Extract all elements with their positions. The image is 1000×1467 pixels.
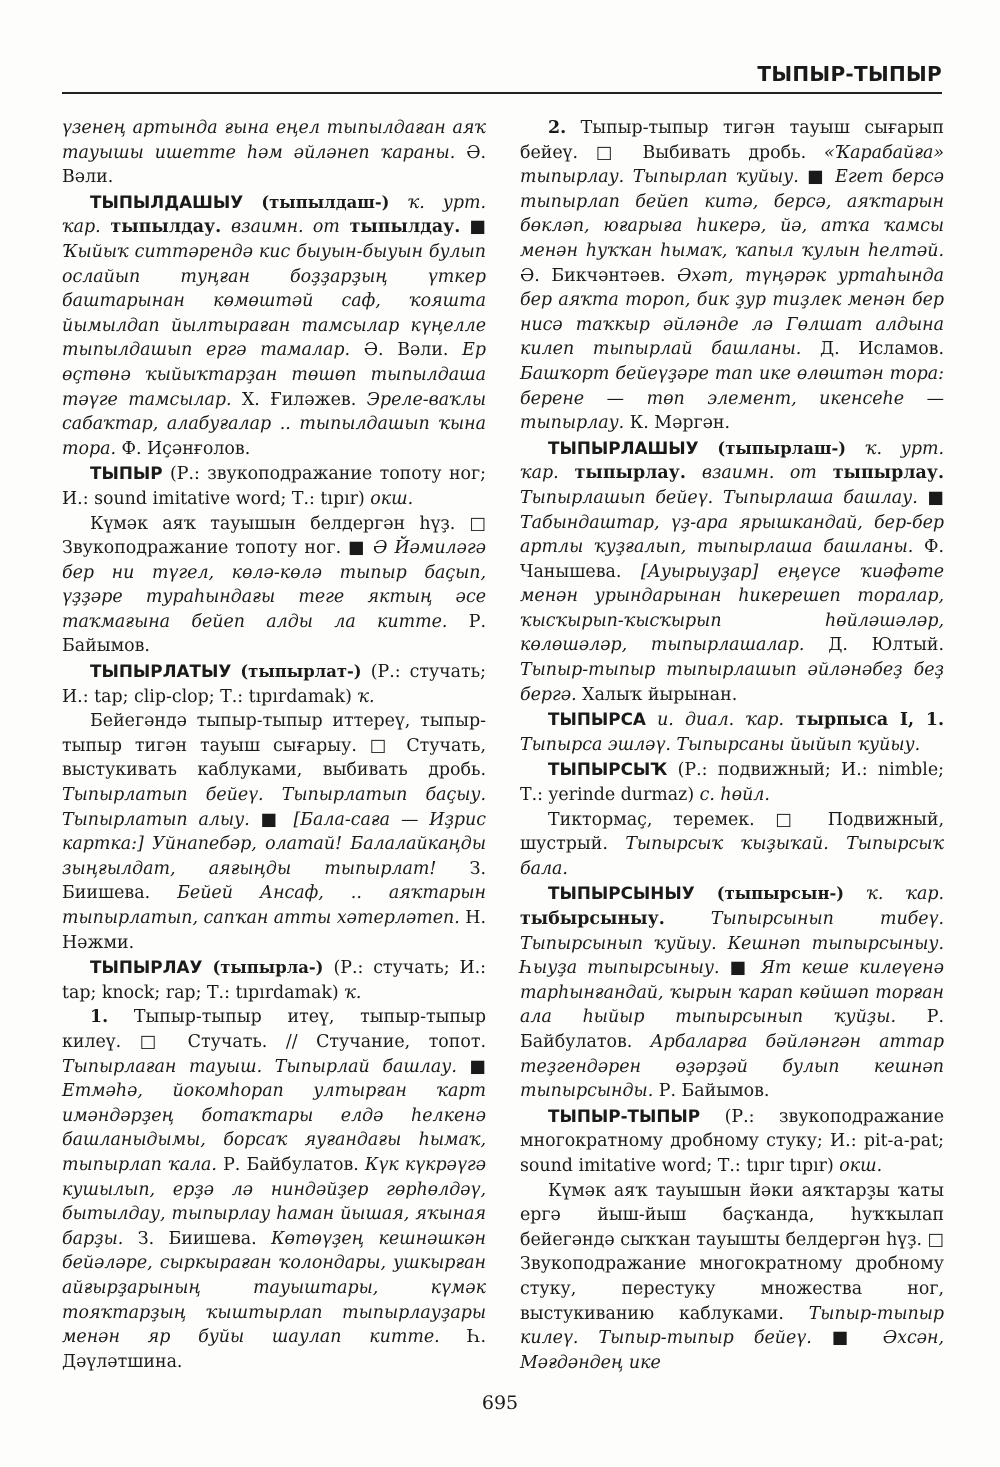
entry-text: ■ (249, 809, 294, 830)
right-column-paragraph (520, 116, 944, 436)
header-rule (62, 92, 942, 94)
entry-text: Ф. Чанышева. (520, 537, 944, 582)
headword: ТЫПЫРСЫНЫУ (548, 883, 695, 904)
entry-text: [Бала-саға — Иҙрис картка:] Уйнапебәр, олатай! Балалайкаңды зыңғылдат, аяғыңды тыпырлат! (62, 809, 487, 879)
entry-text: ҡ. ҡар. (866, 884, 945, 905)
entry-text: (тыпырсын-) (694, 884, 867, 904)
entry-text: Башҡорт бейеүҙәре тап ике өлөштән тора: берене — төп элемент, икенсеһе — тыпырлау. (520, 363, 944, 434)
entry-text: Х. Ғиләжев. (231, 389, 367, 410)
entry-text: үзенең артында ғына еңел тыпылдаған аяҡ тауышы ишетте һәм әйләнеп ҡараны. (62, 118, 486, 163)
entry-text: тыпылдау. (339, 217, 461, 238)
left-column (62, 116, 486, 1374)
entry-text: Етмәһә, йокомһорап ултырған ҡарт имәндәрҙең ботаҡтары елдә һелкенә башланыдымы, борсаҡ яуғандағы һымаҡ, тыпырлап ҡала. (62, 1081, 486, 1175)
entry-text: ■ (917, 487, 944, 508)
headword: ТЫПЫР-ТЫПЫР (548, 1105, 701, 1126)
entry-text: Тыпырсыҡ ҡыҙыҡай. Тыпырсыҡ бала. (520, 834, 944, 879)
entry-text: Р. Байбулатов. (520, 1007, 944, 1052)
entry-text: Д. Юлтый. (804, 635, 944, 656)
entry-text: [Ауырыуҙар] еңеүсе ҡиәфәте менән урындарынан һикерешеп торалар, ҡысҡырып-ҡысҡырып һөйләшәләр, көлөшәләр, тыпырлашалар. (520, 561, 944, 656)
entry-text: Тыпыр-тыпыр итеү, тыпыр-тыпыр килеү. □ Стучать. // Стучание, топот. (62, 1007, 486, 1052)
entry-text: с. һөйл. (699, 785, 770, 806)
left-column-paragraph (62, 461, 486, 511)
entry-text: Н. Нәжми. (62, 908, 486, 953)
entry-text: (Р.: стучать; И.: tap; clip-clop; Т.: tıpırdamak) (62, 662, 486, 707)
entry-text: Әхәт, түңәрәк уртаһында бер аяҡта тороп, бик ҙур тиҙлек менән бер нисә таҡкыр әйләнде лә Гөлшат алдына килеп тыпырлай башланы. (520, 265, 944, 360)
entry-text: Тыпыр-тыпыр тыпырлашып әйләнәбеҙ беҙ бергә. (520, 660, 944, 705)
left-column-paragraph (62, 1005, 486, 1374)
entry-text: ■ (719, 958, 761, 979)
entry-text: ҡ. (357, 686, 375, 707)
entry-text: Күмәк аяҡ тауышын белдергән һүҙ. □ Звукоподражание топоту ног. ■ (62, 513, 486, 559)
entry-text: Табындаштар, үҙ-ара ярышкандай, бер-бер артлы ҡуҙғалып, тыпырлаша башланы. (520, 512, 944, 558)
entry-text: Егет берсә тыпырлап бейеп китә, берсә, аяҡтарын бөкләп, юғарыға һикерә, йә, атҡа ҡамсы менән һуҡҡан һымаҡ, ҡапыл ҡулын һелтәй. (520, 167, 944, 261)
right-column-paragraph (520, 1104, 944, 1179)
entry-text: и. диал. ҡар. (645, 710, 785, 731)
right-column-paragraph (520, 707, 944, 757)
entry-text: (тыпырла-) (202, 958, 334, 978)
headword: ТЫПЫРЛАШЫУ (548, 437, 699, 458)
entry-text: ■ (811, 1328, 883, 1349)
running-head: ТЫПЫР-ТЫПЫР (757, 62, 942, 86)
entry-text: (Р.: звукоподражание топоту ног; И.: sound imitative word; Т.: tıpır) (62, 464, 486, 509)
entry-text: Ә. Бикчәнтәев. (520, 265, 678, 286)
headword: ТЫПЫРСЫҠ (548, 759, 668, 780)
entry-text: ■ (456, 1056, 486, 1077)
entry-text: Һ. Дәүләтшина. (62, 1327, 486, 1372)
entry-text: (тыпырлат-) (231, 662, 371, 682)
left-column-paragraph (62, 512, 486, 660)
entry-text: взаимн. от (230, 217, 340, 238)
entry-text: ҡ. урт. ҡар. (62, 192, 486, 238)
entry-text: Ят кеше килеүенә тарһынғандай, ҡырын ҡарап көйшәп торған ала һыйыр тыпырсынып ҡуйҙы. (520, 958, 945, 1028)
entry-text: (тыпылдаш-) (243, 192, 408, 212)
entry-text: окш. (370, 488, 414, 509)
entry-text: Тыпыр-тыпыр килеү. Тыпыр-тыпыр бейеү. (520, 1303, 944, 1349)
entry-text: ҡ. урт. ҡар. (520, 438, 944, 484)
right-column (520, 116, 944, 1375)
entry-text: Халыҡ йырынан. (576, 684, 738, 705)
entry-text: Р. Байбулатов. (216, 1154, 365, 1175)
entry-text: Тыпырлатып бейеү. Тыпырлатып баҫыу. Тыпырлатып алыу. (62, 785, 486, 830)
entry-text: взаимн. от (701, 463, 817, 484)
entry-text: Тыпырса эшләү. Тыпырсаны йыйып ҡуйыу. (520, 734, 921, 755)
entry-text: тыбырсыныу. (520, 909, 665, 929)
entry-text: Д. Исламов. (801, 339, 944, 360)
headword: ТЫПЫРСА (548, 709, 646, 730)
entry-text: (Р.: звукоподражание многократному дробному стуку; И.: pit-a-pat; sound imitative word; Т.: tıpır tıpır) (520, 1106, 944, 1176)
entry-text: К. Мәргән. (624, 413, 731, 434)
right-column-paragraph (520, 1179, 944, 1376)
entry-text: ҡ. (344, 982, 362, 1003)
entry-text: (Р.: стучать; И.: tap; knock; rap; Т.: tıpırdamak) (62, 958, 486, 1003)
entry-text: Эреле-ваҡлы сабаҡтар, алабуғалар .. тыпылдашып ҡына тора. (62, 389, 486, 459)
left-column-paragraph (62, 659, 486, 709)
right-column-paragraph (520, 757, 944, 807)
right-column-paragraph (520, 881, 944, 1103)
entry-text: «Ҡарабайға» тыпырлау. Тыпырлап ҡуйыу. (520, 142, 944, 188)
page-number: 695 (481, 1392, 519, 1414)
entry-text: З. Биишева. (62, 858, 486, 904)
entry-text: (тыпырлаш-) (698, 438, 865, 458)
left-column-paragraph (62, 709, 486, 955)
entry-text: ■ (460, 217, 486, 238)
entry-text: Ер өҫтөнә ҡыйыҡтарҙан төшөп тыпылдаша тәүге тамсылар. (62, 340, 486, 410)
left-column-paragraph (62, 955, 486, 1005)
entry-text (665, 909, 711, 929)
entry-text: Күмәк аяҡ тауышын йәки аяҡтарҙы ҡаты ергә йыш-йыш баҫҡанда, һуҡҡылап бейегәндә сыҡҡан тауышты белдергән һүҙ. □ Звукоподражание многократному дробному стуку, перестуку множества ног, выстукиванию каблуками. (520, 1180, 944, 1324)
entry-text: Әхсән, Мәғдәндең ике (520, 1328, 944, 1373)
entry-text: Тыпыр-тыпыр тигән тауыш сығарып бейеү. □ Выбивать дробь. (520, 118, 944, 163)
entry-text: тырпыса I, 1. (784, 710, 944, 731)
entry-text: Тыпырсынып тибеү. Тыпырсынып ҡуйыу. Кешнәп тыпырсыныу. Һыуҙа тыпырсыныу. (520, 909, 944, 979)
entry-text: З. Биишева. (123, 1228, 272, 1249)
entry-text: Ф. Иҫәнғолов. (116, 438, 251, 459)
entry-text: Тыпырлашып бейеү. Тыпырлаша башлау. (520, 487, 918, 508)
entry-text: Ҡыйыҡ ситтәрендә кис быуын-быуын булып ослайып туңған боҙҙарҙың үткер баштарынан көмөштәй саф, ҡояшта йымылдап йылтыраған тамсылар күңелле тыпылдашып ергә тамалар. (62, 241, 486, 361)
left-column-paragraph (62, 190, 486, 462)
entry-text: (Р.: подвижный; И.: nimble; Т.: yerinde durmaz) (520, 760, 944, 806)
entry-text: ■ (798, 167, 836, 188)
entry-text: тыпырлау. (816, 463, 944, 484)
right-column-paragraph (520, 436, 944, 708)
entry-text: Тыпырлаған тауыш. Тыпырлай башлау. (62, 1056, 457, 1077)
entry-text: Күк күкрәүгә кушылып, ерҙә лә ниндәйҙер гөрһөлдәү, бытылдау, тыпырлау һаман йышая, яҡыная барҙы. (62, 1154, 486, 1249)
left-column-paragraph (62, 116, 486, 190)
entry-text: Тиктормаҫ, теремек. □ Подвижный, шустрый. (520, 809, 944, 855)
entry-text: Бейей Ансаф, .. аяҡтарын тыпырлатып, сапҡан атты хәтерләтеп. (62, 883, 486, 928)
entry-text: Ә. Вәли. (350, 340, 463, 361)
entry-text: 2. (548, 118, 567, 138)
entry-text: Көтөүҙең кешнәшкән бейәләре, сыркыраған ҡолондары, ушкырған айғырҙарының тауыштары, күмәк тояҡтарҙың ҡыштырлап тыпырлауҙары менән яр буйы шаулап китте. (62, 1228, 486, 1348)
entry-text: Ә Йәмиләгә бер ни түгел, көлә-көлә тыпыр баҫып, үҙҙәре тураһындағы теге яктың әсе таҡмағына бейеп алды ла китте. (62, 538, 486, 632)
entry-text: Р. Байымов. (653, 1081, 770, 1102)
headword: ТЫПЫРЛАУ (90, 957, 203, 978)
headword: ТЫПЫЛДАШЫУ (90, 191, 244, 212)
entry-text: Ә. Вәли. (62, 142, 486, 188)
right-column-paragraph (520, 808, 944, 882)
entry-text: 1. (90, 1007, 109, 1028)
entry-text: тыпылдау. (100, 217, 231, 238)
entry-text: Арбаларға бәйләнгән аттар теҙгендәрен өҙәрҙәй булып кешнәп тыпырсынды. (520, 1031, 944, 1102)
entry-text: окш. (839, 1155, 883, 1176)
entry-text: тыпырлау. (558, 463, 702, 484)
headword: ТЫПЫРЛАТЫУ (90, 661, 232, 682)
entry-text: Р. Байымов. (62, 611, 486, 657)
headword: ТЫПЫР (90, 463, 163, 484)
entry-text: Бейегәндә тыпыр-тыпыр иттереү, тыпыр-тыпыр тигән тауыш сығарыу. □ Стучать, выстукивать каблуками, выбивать дробь. (62, 711, 486, 781)
